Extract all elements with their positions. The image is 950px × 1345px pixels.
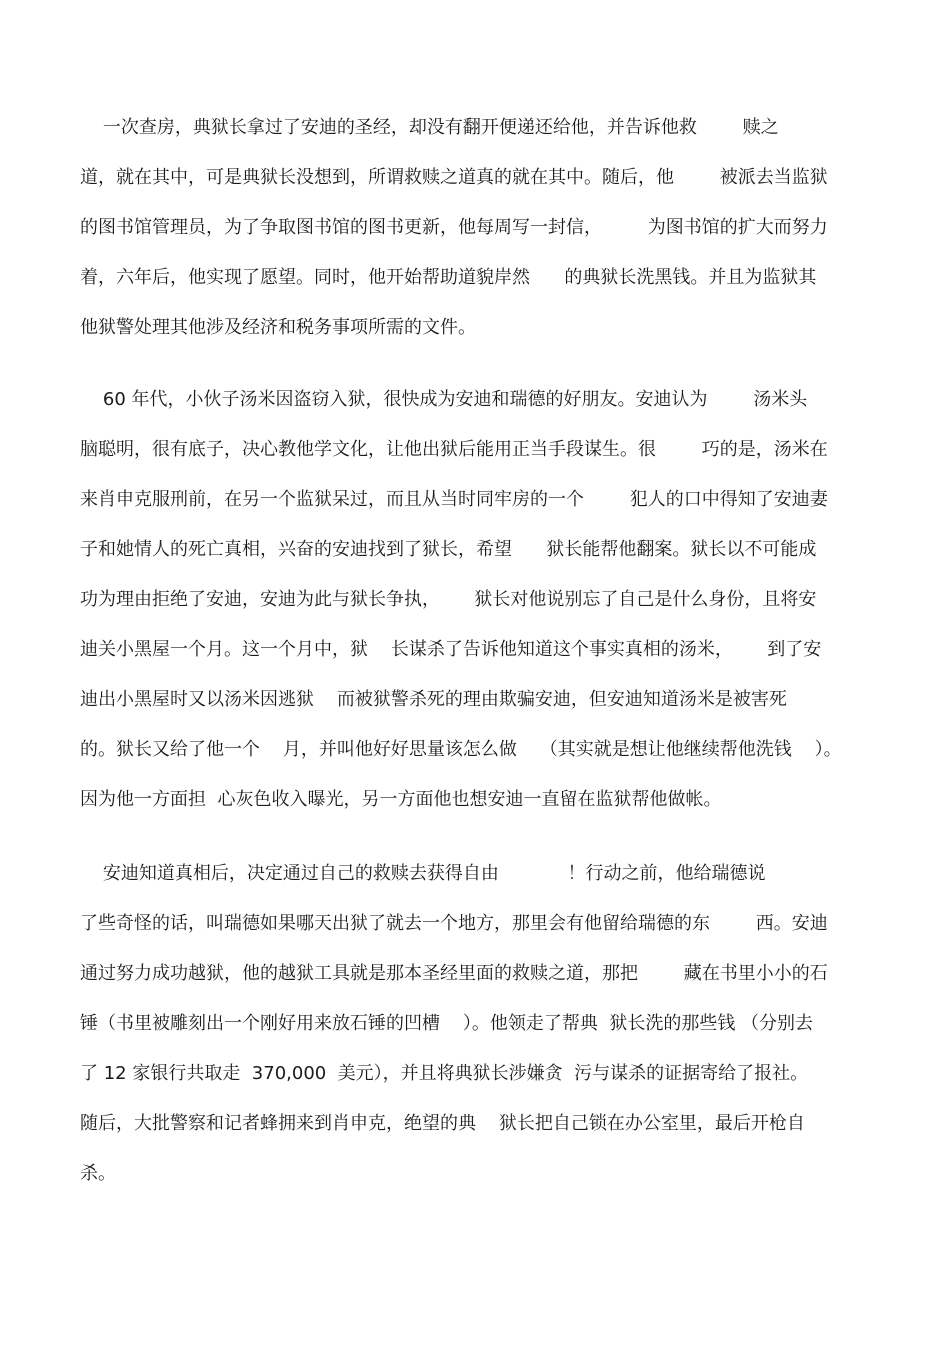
text-line: 子和她情人的死亡真相，兴奋的安迪找到了狱长，希望 狱长能帮他翻案。狱长以不可能成 (80, 539, 817, 560)
text-line: 通过努力成功越狱，他的越狱工具就是那本圣经里面的救赎之道，那把 藏在书里小小的石 (80, 963, 828, 984)
text-line: 着，六年后，他实现了愿望。同时，他开始帮助道貌岸然 的典狱长洗黑钱。并且为监狱其 (80, 267, 817, 288)
paragraph-2 (80, 387, 870, 837)
text-line: 脑聪明，很有底子，决心教他学文化，让他出狱后能用正当手段谋生。很 巧的是，汤米在 (80, 439, 828, 460)
text-line: 60 年代，小伙子汤米因盗窃入狱，很快成为安迪和瑞德的好朋友。安迪认为 汤米头 (80, 389, 808, 410)
text-line: 杀。 (80, 1163, 116, 1184)
paragraph-3 (80, 861, 870, 1211)
text-line: 道，就在其中，可是典狱长没想到，所谓救赎之道真的就在其中。随后，他 被派去当监狱 (80, 167, 828, 188)
text-line: 的图书馆管理员，为了争取图书馆的图书更新，他每周写一封信， 为图书馆的扩大而努力 (80, 217, 828, 238)
paragraph-1 (80, 115, 870, 365)
text-line: 因为他一方面担 心灰色收入曝光，另一方面他也想安迪一直留在监狱帮他做帐。 (80, 789, 722, 810)
text-line: 了 12 家银行共取走 370,000 美元），并且将典狱长涉嫌贪 污与谋杀的证据寄给了报社。 (80, 1063, 809, 1084)
text-line: 的。狱长又给了他一个 月，并叫他好好思量该怎么做 （其实就是想让他继续帮他洗钱 ）。 (80, 739, 842, 760)
text-line: 迪出小黑屋时又以汤米因逃狱 而被狱警杀死的理由欺骗安迪，但安迪知道汤米是被害死 (80, 689, 787, 710)
text-line: 迪关小黑屋一个月。这一个月中，狱 长谋杀了告诉他知道这个事实真相的汤米， 到了安 (80, 639, 822, 660)
text-line: 一次查房，典狱长拿过了安迪的圣经，却没有翻开便递还给他，并告诉他救 赎之 (80, 117, 779, 138)
text-line: 来肖申克服刑前，在另一个监狱呆过，而且从当时同牢房的一个 犯人的口中得知了安迪妻 (80, 489, 828, 510)
text-line: 了些奇怪的话，叫瑞德如果哪天出狱了就去一个地方，那里会有他留给瑞德的东 西。安迪 (80, 913, 828, 934)
text-line: 安迪知道真相后，决定通过自己的救赎去获得自由 ！行动之前，他给瑞德说 (80, 863, 766, 884)
text-line: 功为理由拒绝了安迪，安迪为此与狱长争执， 狱长对他说别忘了自己是什么身份，且将安 (80, 589, 817, 610)
text-line: 随后，大批警察和记者蜂拥来到肖申克，绝望的典 狱长把自己锁在办公室里，最后开枪自 (80, 1113, 805, 1134)
text-line: 他狱警处理其他涉及经济和税务事项所需的文件。 (80, 317, 476, 338)
text-line: 锤（书里被雕刻出一个刚好用来放石锤的凹槽 ）。他领走了帮典 狱长洗的那些钱 （分别去 (80, 1013, 814, 1034)
